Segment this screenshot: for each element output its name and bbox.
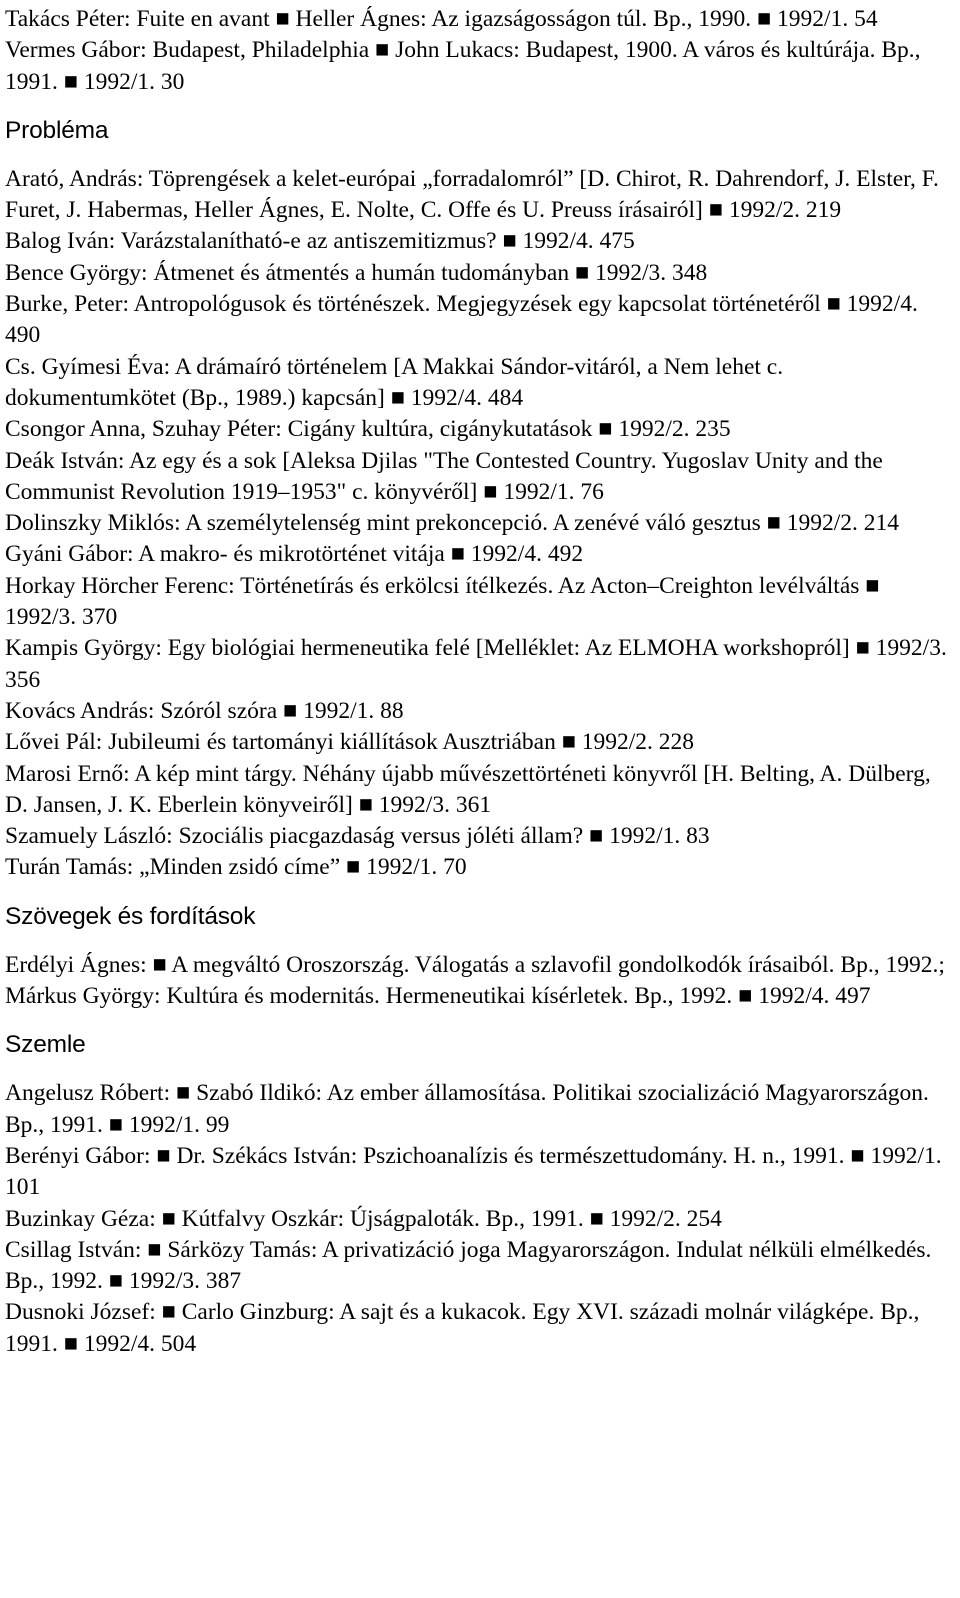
bibliography-entry: Marosi Ernő: A kép mint tárgy. Néhány újabb művészettörténeti könyvről [H. Belting, A. Dülberg, D. Jansen, J. K. Eberlein könyveiről] ■ 1992/3. 361 (5, 760, 931, 818)
bibliography-entry: Csongor Anna, Szuhay Péter: Cigány kultúra, cigánykutatások ■ 1992/2. 235 (5, 416, 731, 443)
bibliography-entry: Erdélyi Ágnes: ■ A megváltó Oroszország. Válogatás a szlavofil gondolkodók írásaiból. Bp., 1992.; Márkus György: Kultúra és modernitás. Hermeneutikai kísérletek. Bp., 1992. ■ 1992/4. 497 (5, 951, 945, 1010)
bibliography-entry: Csillag István: ■ Sárközy Tamás: A privatizáció joga Magyarországon. Indulat nélküli elmélkedés. Bp., 1992. ■ 1992/3. 387 (5, 1236, 932, 1295)
bibliography-entry: Kovács András: Szóról szóra ■ 1992/1. 88 (5, 697, 404, 724)
bibliography-entry: Dusnoki József: ■ Carlo Ginzburg: A sajt és a kukacok. Egy XVI. századi molnár világképe. Bp., 1991. ■ 1992/4. 504 (5, 1299, 920, 1357)
bibliography-entry: Vermes Gábor: Budapest, Philadelphia ■ John Lukacs: Budapest, 1900. A város és kultúrája. Bp., 1991. ■ 1992/1. 30 (5, 37, 921, 95)
bibliography-entry: Dolinszky Miklós: A személytelenség mint prekoncepció. A zenévé váló gesztus ■ 1992/2. 214 (5, 510, 899, 537)
bibliography-entry: Bence György: Átmenet és átmentés a humán tudományban ■ 1992/3. 348 (5, 259, 708, 286)
bibliography-entry: Angelusz Róbert: ■ Szabó Ildikó: Az ember államosítása. Politikai szocializáció Magyarországon. Bp., 1991. ■ 1992/1. 99 (5, 1080, 929, 1138)
bibliography-entry: Burke, Peter: Antropológusok és történészek. Megjegyzések egy kapcsolat történetéről ■ 1992/4. 490 (5, 291, 918, 349)
bibliography-entry: Turán Tamás: „Minden zsidó címe” ■ 1992/1. 70 (5, 854, 467, 881)
bibliography-entry: Gyáni Gábor: A makro- és mikrotörténet vitája ■ 1992/4. 492 (5, 541, 584, 568)
section-entries-szemle (5, 1078, 960, 1360)
section-heading-szovegek: Szövegek és fordítások (5, 902, 256, 930)
section-entries-problema (5, 164, 960, 884)
section-heading-szemle: Szemle (5, 1031, 86, 1059)
bibliography-entry: Horkay Hörcher Ferenc: Történetírás és erkölcsi ítélkezés. Az Acton–Creighton levélváltás ■ 1992/3. 370 (5, 572, 880, 631)
section-spacer (5, 1012, 960, 1029)
section-heading-problema: Probléma (5, 116, 109, 144)
bibliography-entry: Arató, András: Töprengések a kelet-európai „forradalomról” [D. Chirot, R. Dahrendorf, J. Elster, F. Furet, J. Habermas, Heller Ágnes, E. Nolte, C. Offe és U. Preuss írásairól] ■ 1992/2. 219 (5, 165, 939, 224)
bibliography-entry: Szamuely László: Szociális piacgazdaság versus jóléti állam? ■ 1992/1. 83 (5, 823, 710, 850)
section-spacer (5, 147, 960, 164)
bibliography-entry: Lővei Pál: Jubileumi és tartományi kiállítások Ausztriában ■ 1992/2. 228 (5, 729, 695, 756)
section-spacer (5, 98, 960, 115)
bibliography-entry: Buzinkay Géza: ■ Kútfalvy Oszkár: Újságpaloták. Bp., 1991. ■ 1992/2. 254 (5, 1205, 722, 1232)
section-spacer (5, 933, 960, 950)
section-spacer (5, 884, 960, 901)
bibliography-entry: Balog Iván: Varázstalanítható-e az antiszemitizmus? ■ 1992/4. 475 (5, 228, 635, 255)
bibliography-entry: Deák István: Az egy és a sok [Aleksa Djilas "The Contested Country. Yugoslav Unity and the Communist Revolution 1919–1953" c. könyvéről] ■ 1992/1. 76 (5, 447, 883, 505)
bibliography-entry: Takács Péter: Fuite en avant ■ Heller Ágnes: Az igazságosságon túl. Bp., 1990. ■ 1992/1. 54 (5, 6, 878, 32)
bibliography-entry: Berényi Gábor: ■ Dr. Székács István: Pszichoanalízis és természettudomány. H. n., 1991. ■ 1992/1. 101 (5, 1142, 942, 1201)
section-entries-szovegek (5, 950, 960, 1013)
lead-entries (5, 4, 960, 98)
section-spacer (5, 1061, 960, 1078)
bibliography-entry: Cs. Gyímesi Éva: A drámaíró történelem [A Makkai Sándor-vitáról, a Nem lehet c. dokumentumkötet (Bp., 1989.) kapcsán] ■ 1992/4. 484 (5, 353, 784, 411)
bibliography-entry: Kampis György: Egy biológiai hermeneutika felé [Melléklet: Az ELMOHA workshopról] ■ 1992/3. 356 (5, 635, 947, 693)
